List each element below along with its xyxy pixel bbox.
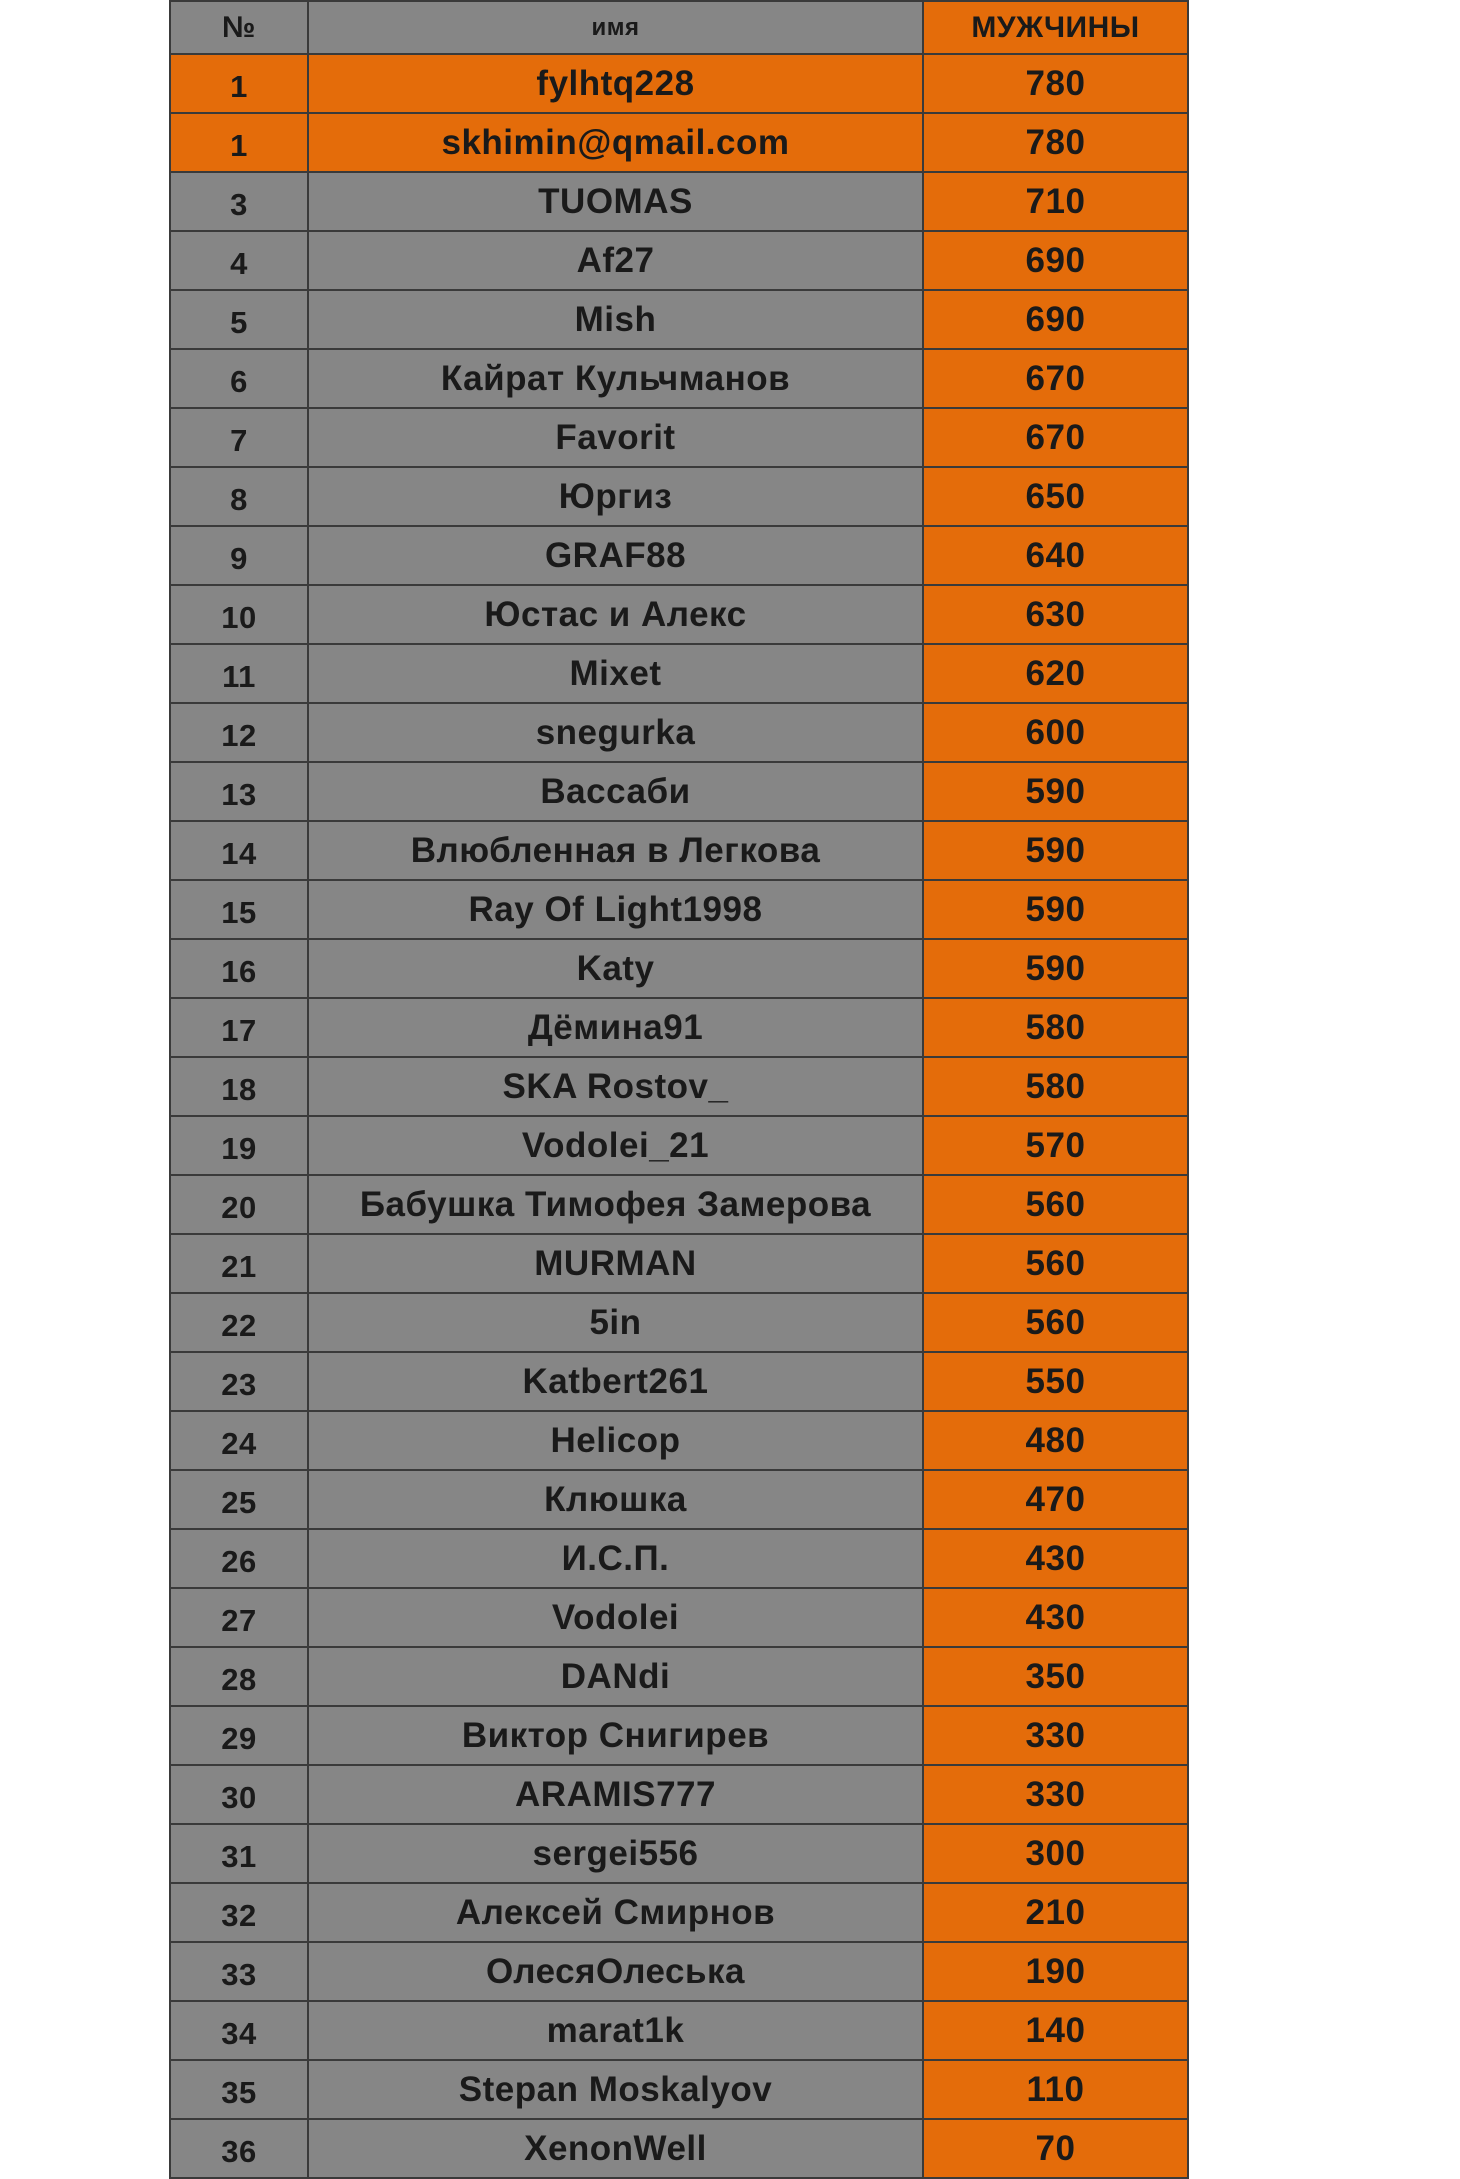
score-cell: 620 [923,644,1188,703]
header-number: № [170,1,308,54]
name-cell: Юргиз [308,467,923,526]
name-cell: sergei556 [308,1824,923,1883]
name-cell: MURMAN [308,1234,923,1293]
name-cell: Mish [308,290,923,349]
ranking-table [169,0,1189,2179]
name-cell: Helicop [308,1411,923,1470]
name-cell: И.С.П. [308,1529,923,1588]
name-cell: Дёмина91 [308,998,923,1057]
score-cell: 480 [923,1411,1188,1470]
table-row [170,1293,1188,1352]
score-cell: 560 [923,1293,1188,1352]
table-row [170,1529,1188,1588]
table-row [170,1470,1188,1529]
rank-cell: 27 [170,1588,308,1647]
rank-cell: 4 [170,231,308,290]
name-cell: GRAF88 [308,526,923,585]
rank-cell: 36 [170,2119,308,2178]
score-cell: 430 [923,1588,1188,1647]
table-row [170,113,1188,172]
name-cell: 5in [308,1293,923,1352]
score-cell: 670 [923,349,1188,408]
score-cell: 580 [923,1057,1188,1116]
table-row [170,54,1188,113]
score-cell: 430 [923,1529,1188,1588]
score-cell: 560 [923,1175,1188,1234]
table-row [170,703,1188,762]
rank-cell: 12 [170,703,308,762]
rank-cell: 25 [170,1470,308,1529]
table-row [170,585,1188,644]
rank-cell: 33 [170,1942,308,2001]
name-cell: Katbert261 [308,1352,923,1411]
name-cell: ОлесяОлеська [308,1942,923,2001]
name-cell: fylhtq228 [308,54,923,113]
header-row [170,1,1188,54]
header-name: имя [308,1,923,54]
rank-cell: 11 [170,644,308,703]
name-cell: Юстас и Алекс [308,585,923,644]
table-row [170,2060,1188,2119]
table-row [170,172,1188,231]
score-cell: 330 [923,1706,1188,1765]
header-score: МУЖЧИНЫ [923,1,1188,54]
rank-cell: 22 [170,1293,308,1352]
rank-cell: 5 [170,290,308,349]
name-cell: Stepan Moskalyov [308,2060,923,2119]
name-cell: Клюшка [308,1470,923,1529]
score-cell: 330 [923,1765,1188,1824]
score-cell: 590 [923,821,1188,880]
score-cell: 780 [923,54,1188,113]
table-row [170,762,1188,821]
name-cell: Влюбленная в Легкова [308,821,923,880]
table-row [170,1175,1188,1234]
rank-cell: 34 [170,2001,308,2060]
table-row [170,998,1188,1057]
table-row [170,880,1188,939]
name-cell: TUOMAS [308,172,923,231]
table-row [170,1765,1188,1824]
rank-cell: 1 [170,113,308,172]
table-row [170,467,1188,526]
rank-cell: 35 [170,2060,308,2119]
table-row [170,408,1188,467]
score-cell: 70 [923,2119,1188,2178]
rank-cell: 15 [170,880,308,939]
table-row [170,644,1188,703]
table-row [170,290,1188,349]
score-cell: 110 [923,2060,1188,2119]
table-row [170,1706,1188,1765]
rank-cell: 3 [170,172,308,231]
name-cell: XenonWell [308,2119,923,2178]
table-row [170,1824,1188,1883]
score-cell: 780 [923,113,1188,172]
rank-cell: 10 [170,585,308,644]
rank-cell: 8 [170,467,308,526]
rank-cell: 23 [170,1352,308,1411]
score-cell: 560 [923,1234,1188,1293]
score-cell: 690 [923,290,1188,349]
rank-cell: 24 [170,1411,308,1470]
score-cell: 590 [923,880,1188,939]
rank-cell: 20 [170,1175,308,1234]
table-row [170,1647,1188,1706]
table-row [170,526,1188,585]
rank-cell: 30 [170,1765,308,1824]
rank-cell: 19 [170,1116,308,1175]
name-cell: DANdi [308,1647,923,1706]
table-body [170,54,1188,2178]
score-cell: 630 [923,585,1188,644]
name-cell: Алексей Смирнов [308,1883,923,1942]
name-cell: skhimin@qmail.com [308,113,923,172]
name-cell: Favorit [308,408,923,467]
name-cell: Кайрат Кульчманов [308,349,923,408]
rank-cell: 18 [170,1057,308,1116]
table-row [170,2119,1188,2178]
rank-cell: 31 [170,1824,308,1883]
score-cell: 350 [923,1647,1188,1706]
rank-cell: 13 [170,762,308,821]
rank-cell: 32 [170,1883,308,1942]
rank-cell: 26 [170,1529,308,1588]
table-row [170,1234,1188,1293]
table-row [170,1588,1188,1647]
score-cell: 190 [923,1942,1188,2001]
score-cell: 210 [923,1883,1188,1942]
score-cell: 600 [923,703,1188,762]
rank-cell: 6 [170,349,308,408]
rank-cell: 28 [170,1647,308,1706]
name-cell: Виктор Снигирев [308,1706,923,1765]
score-cell: 640 [923,526,1188,585]
rank-cell: 21 [170,1234,308,1293]
name-cell: Бабушка Тимофея Замерова [308,1175,923,1234]
name-cell: snegurka [308,703,923,762]
table-row [170,1883,1188,1942]
score-cell: 140 [923,2001,1188,2060]
rank-cell: 14 [170,821,308,880]
score-cell: 580 [923,998,1188,1057]
table-row [170,231,1188,290]
table-row [170,1116,1188,1175]
score-cell: 670 [923,408,1188,467]
table-header [170,1,1188,54]
table-row [170,1942,1188,2001]
table-row [170,2001,1188,2060]
name-cell: Af27 [308,231,923,290]
rank-cell: 29 [170,1706,308,1765]
score-cell: 570 [923,1116,1188,1175]
name-cell: Вассаби [308,762,923,821]
score-cell: 590 [923,939,1188,998]
table-row [170,939,1188,998]
table-row [170,1411,1188,1470]
rank-cell: 17 [170,998,308,1057]
score-cell: 710 [923,172,1188,231]
score-cell: 550 [923,1352,1188,1411]
score-cell: 690 [923,231,1188,290]
score-cell: 300 [923,1824,1188,1883]
table-row [170,1057,1188,1116]
name-cell: Vodolei_21 [308,1116,923,1175]
rank-cell: 7 [170,408,308,467]
name-cell: Vodolei [308,1588,923,1647]
rank-cell: 1 [170,54,308,113]
table-row [170,1352,1188,1411]
name-cell: marat1k [308,2001,923,2060]
score-cell: 470 [923,1470,1188,1529]
score-cell: 590 [923,762,1188,821]
table-row [170,821,1188,880]
score-cell: 650 [923,467,1188,526]
table-row [170,349,1188,408]
name-cell: SKA Rostov_ [308,1057,923,1116]
rank-cell: 16 [170,939,308,998]
name-cell: Ray Of Light1998 [308,880,923,939]
name-cell: Mixet [308,644,923,703]
name-cell: Katy [308,939,923,998]
rank-cell: 9 [170,526,308,585]
name-cell: ARAMIS777 [308,1765,923,1824]
